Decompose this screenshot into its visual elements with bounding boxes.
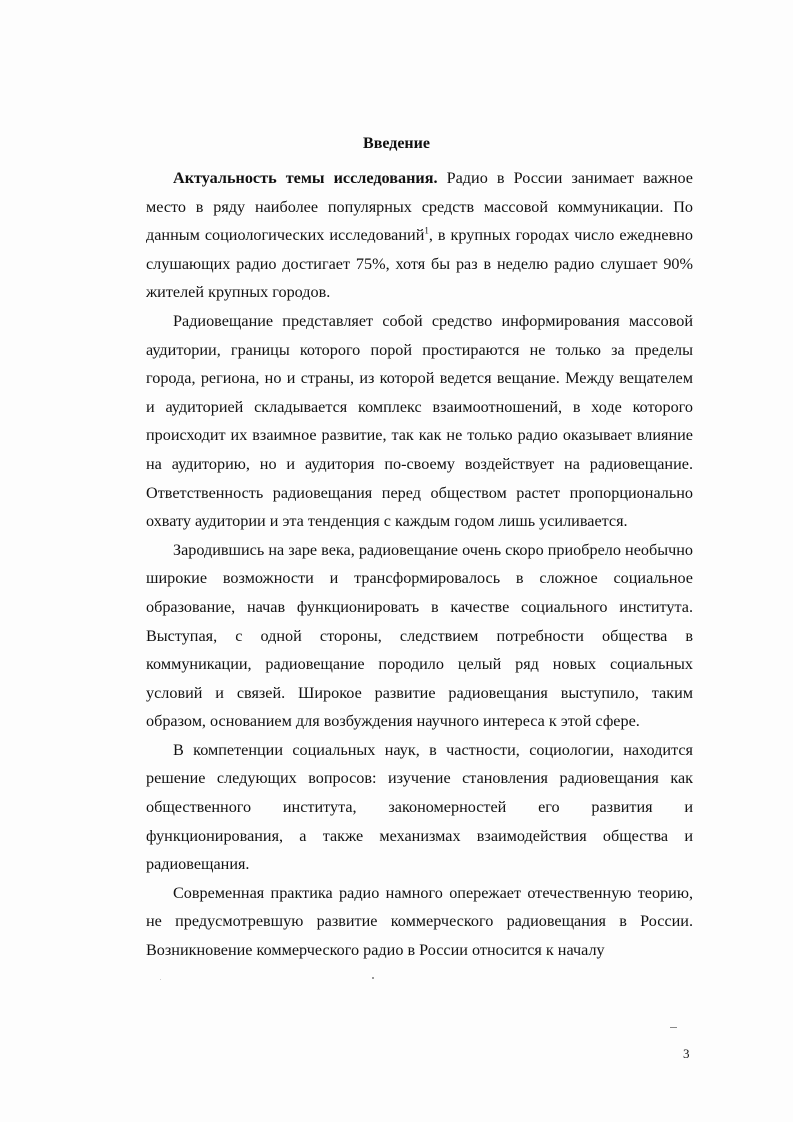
section-title: Введение [363,135,430,152]
paragraph-relevance [146,164,693,307]
body-text [146,164,693,965]
paragraph: Современная практика радио намного опережает отечественную теорию, не предусмотревшую развитие коммерческого радиовещания в России. Возникновение коммерческого радио в России относится к началу [146,883,693,960]
footnote-reference[interactable]: 1 [424,225,429,236]
paragraph-text: Радио в России занимает важное место в ряду наиболее популярных средств массовой коммуникации. По данным социологических исследований [146,169,693,245]
paragraph-text: , в крупных городах число ежедневно слушающих радио достигает 75%, хотя бы раз в неделю радио слушает 90% жителей крупных городов. [146,226,694,302]
scan-artifact [372,977,374,979]
scan-artifact [670,1027,677,1028]
page-number: 3 [683,1046,690,1061]
scan-artifact [160,979,161,980]
paragraph: В компетенции социальных наук, в частности, социологии, находится решение следующих вопросов: изучение становления радиовещания как общественного института, закономерностей его развития и функционирования, а также механизмах взаимодействия общества и радиовещания. [146,740,693,874]
paragraph: Радиовещание представляет собой средство информирования массовой аудитории, границы которого порой простираются не только за пределы города, региона, но и страны, из которой ведется вещание. Между вещателем и аудиторией складывается комплекс взаимоотношений, в ходе которого происходит их взаимное развитие, так как не только радио оказывает влияние на аудиторию, но и аудитория по-своему воздействует на радиовещание. Ответственность радиовещания перед обществом растет пропорционально охвату аудитории и эта тенденция с каждым годом лишь усиливается. [146,311,693,531]
paragraph: Зародившись на заре века, радиовещание очень скоро приобрело необычно широкие возможности и трансформировалось в сложное социальное образование, начав функционировать в качестве социального института. Выступая, с одной стороны, следствием потребности общества в коммуникации, радиовещание породило целый ряд новых социальных условий и связей. Широкое развитие радиовещания выступило, таким образом, основанием для возбуждения научного интереса к этой сфере. [146,540,693,731]
paragraph-lead: Актуальность темы исследования. [173,169,438,187]
